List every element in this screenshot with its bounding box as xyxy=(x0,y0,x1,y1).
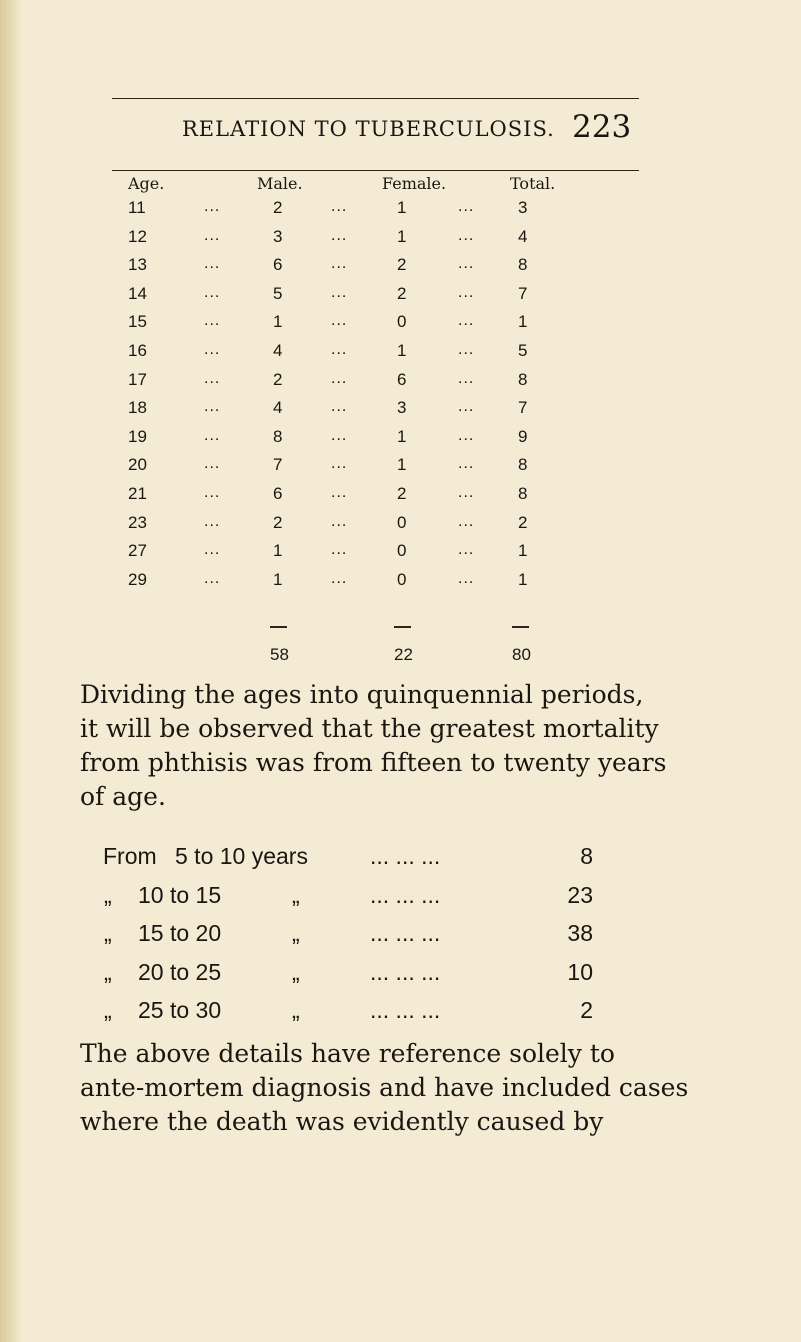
leader-dots: ... xyxy=(331,455,348,472)
leader-dots: ... xyxy=(204,312,221,329)
period-range: 20 to 25 xyxy=(138,959,222,985)
age-cell: 13 xyxy=(128,255,147,274)
female-cell: 2 xyxy=(397,284,407,303)
male-cell: 4 xyxy=(273,341,283,360)
female-cell: 1 xyxy=(397,227,407,246)
period-range: 5 to 10 years xyxy=(175,843,308,869)
total-cell: 7 xyxy=(518,284,528,303)
leader-dots: ... ... ... xyxy=(370,997,441,1023)
paragraph-line: where the death was evidently caused by xyxy=(80,1107,604,1136)
paragraph-line: Dividing the ages into quinquennial periods, xyxy=(80,680,644,709)
period-value: 2 xyxy=(580,997,593,1023)
leader-dots: ... xyxy=(331,484,348,501)
paragraph-line: ante-mortem diagnosis and have included cases xyxy=(80,1073,689,1102)
period-value: 38 xyxy=(567,920,593,946)
leader-dots: ... xyxy=(458,570,475,587)
leader-dots: ... xyxy=(204,198,221,215)
book-spine-shadow xyxy=(0,0,22,1342)
total-cell: 9 xyxy=(518,427,528,446)
male-total: 58 xyxy=(270,645,289,664)
total-cell: 8 xyxy=(518,484,528,503)
grand-total: 80 xyxy=(512,645,531,664)
page-number: 223 xyxy=(572,109,632,145)
leader-dots: ... xyxy=(204,455,221,472)
period-prefix: From xyxy=(103,843,157,869)
age-cell: 21 xyxy=(128,484,147,503)
paragraph-quinquennial xyxy=(80,678,667,814)
leader-dots: ... xyxy=(458,227,475,244)
total-cell: 1 xyxy=(518,541,528,560)
leader-dots: ... xyxy=(204,341,221,358)
ditto-mark: „ xyxy=(292,959,300,985)
female-cell: 0 xyxy=(397,541,407,560)
female-cell: 3 xyxy=(397,398,407,417)
ditto-mark: „ xyxy=(292,920,300,946)
leader-dots: ... xyxy=(204,513,221,530)
female-cell: 0 xyxy=(397,513,407,532)
age-cell: 14 xyxy=(128,284,147,303)
period-value: 10 xyxy=(567,959,593,985)
total-cell: 4 xyxy=(518,227,528,246)
leader-dots: ... xyxy=(458,513,475,530)
leader-dots: ... xyxy=(331,570,348,587)
total-cell: 8 xyxy=(518,455,528,474)
female-cell: 1 xyxy=(397,341,407,360)
top-rule xyxy=(112,98,639,99)
paragraph-line: The above details have reference solely to xyxy=(80,1039,615,1068)
total-cell: 1 xyxy=(518,570,528,589)
male-cell: 2 xyxy=(273,370,283,389)
male-cell: 6 xyxy=(273,255,283,274)
leader-dots: ... xyxy=(204,398,221,415)
leader-dots: ... xyxy=(458,255,475,272)
leader-dots: ... xyxy=(458,484,475,501)
paragraph-line: of age. xyxy=(80,782,166,811)
female-total-rule xyxy=(394,626,411,628)
header-rule xyxy=(112,170,639,171)
leader-dots: ... xyxy=(458,341,475,358)
age-cell: 18 xyxy=(128,398,147,417)
age-cell: 16 xyxy=(128,341,147,360)
female-cell: 1 xyxy=(397,427,407,446)
age-cell: 29 xyxy=(128,570,147,589)
total-cell: 2 xyxy=(518,513,528,532)
leader-dots: ... xyxy=(458,284,475,301)
grand-total-rule xyxy=(512,626,529,628)
leader-dots: ... xyxy=(331,427,348,444)
age-cell: 20 xyxy=(128,455,147,474)
female-cell: 0 xyxy=(397,570,407,589)
leader-dots: ... xyxy=(204,541,221,558)
total-cell: 8 xyxy=(518,255,528,274)
total-cell: 7 xyxy=(518,398,528,417)
period-value: 23 xyxy=(567,882,593,908)
leader-dots: ... xyxy=(331,341,348,358)
leader-dots: ... xyxy=(331,312,348,329)
leader-dots: ... xyxy=(204,255,221,272)
running-head: RELATION TO TUBERCULOSIS. xyxy=(182,117,555,141)
female-cell: 6 xyxy=(397,370,407,389)
leader-dots: ... xyxy=(204,484,221,501)
male-cell: 6 xyxy=(273,484,283,503)
total-cell: 1 xyxy=(518,312,528,331)
leader-dots: ... xyxy=(458,398,475,415)
leader-dots: ... xyxy=(331,513,348,530)
leader-dots: ... xyxy=(458,541,475,558)
female-cell: 2 xyxy=(397,484,407,503)
leader-dots: ... xyxy=(331,227,348,244)
male-cell: 1 xyxy=(273,312,283,331)
leader-dots: ... xyxy=(204,227,221,244)
leader-dots: ... xyxy=(331,255,348,272)
leader-dots: ... xyxy=(331,541,348,558)
male-cell: 1 xyxy=(273,541,283,560)
period-prefix: „ xyxy=(104,920,112,946)
female-total: 22 xyxy=(394,645,413,664)
age-cell: 27 xyxy=(128,541,147,560)
paragraph-line: from phthisis was from fifteen to twenty years xyxy=(80,748,667,777)
column-header-total: Total. xyxy=(510,174,556,193)
column-header-age: Age. xyxy=(128,174,165,193)
leader-dots: ... xyxy=(204,570,221,587)
period-prefix: „ xyxy=(104,959,112,985)
age-cell: 12 xyxy=(128,227,147,246)
period-prefix: „ xyxy=(104,997,112,1023)
age-cell: 19 xyxy=(128,427,147,446)
leader-dots: ... xyxy=(458,370,475,387)
male-cell: 2 xyxy=(273,513,283,532)
male-cell: 2 xyxy=(273,198,283,217)
column-header-male: Male. xyxy=(257,174,303,193)
male-cell: 3 xyxy=(273,227,283,246)
paragraph-details xyxy=(80,1037,689,1139)
leader-dots: ... xyxy=(331,198,348,215)
female-cell: 1 xyxy=(397,455,407,474)
male-cell: 4 xyxy=(273,398,283,417)
male-cell: 8 xyxy=(273,427,283,446)
paragraph-line: it will be observed that the greatest mortality xyxy=(80,714,659,743)
total-cell: 5 xyxy=(518,341,528,360)
period-value: 8 xyxy=(580,843,593,869)
leader-dots: ... xyxy=(331,398,348,415)
ditto-mark: „ xyxy=(292,997,300,1023)
leader-dots: ... ... ... xyxy=(370,959,441,985)
leader-dots: ... xyxy=(204,370,221,387)
leader-dots: ... ... ... xyxy=(370,843,441,869)
male-cell: 1 xyxy=(273,570,283,589)
male-cell: 5 xyxy=(273,284,283,303)
leader-dots: ... xyxy=(458,312,475,329)
male-cell: 7 xyxy=(273,455,283,474)
leader-dots: ... xyxy=(331,370,348,387)
female-cell: 1 xyxy=(397,198,407,217)
male-total-rule xyxy=(270,626,287,628)
total-cell: 8 xyxy=(518,370,528,389)
female-cell: 2 xyxy=(397,255,407,274)
age-cell: 17 xyxy=(128,370,147,389)
leader-dots: ... xyxy=(458,198,475,215)
period-range: 25 to 30 xyxy=(138,997,222,1023)
leader-dots: ... ... ... xyxy=(370,882,441,908)
age-cell: 15 xyxy=(128,312,147,331)
ditto-mark: „ xyxy=(292,882,300,908)
female-cell: 0 xyxy=(397,312,407,331)
age-cell: 11 xyxy=(128,198,146,217)
column-header-female: Female. xyxy=(382,174,447,193)
leader-dots: ... xyxy=(204,427,221,444)
period-prefix: „ xyxy=(104,882,112,908)
leader-dots: ... xyxy=(204,284,221,301)
leader-dots: ... xyxy=(458,455,475,472)
leader-dots: ... xyxy=(458,427,475,444)
total-cell: 3 xyxy=(518,198,528,217)
leader-dots: ... xyxy=(331,284,348,301)
age-cell: 23 xyxy=(128,513,147,532)
period-range: 15 to 20 xyxy=(138,920,222,946)
period-range: 10 to 15 xyxy=(138,882,222,908)
leader-dots: ... ... ... xyxy=(370,920,441,946)
